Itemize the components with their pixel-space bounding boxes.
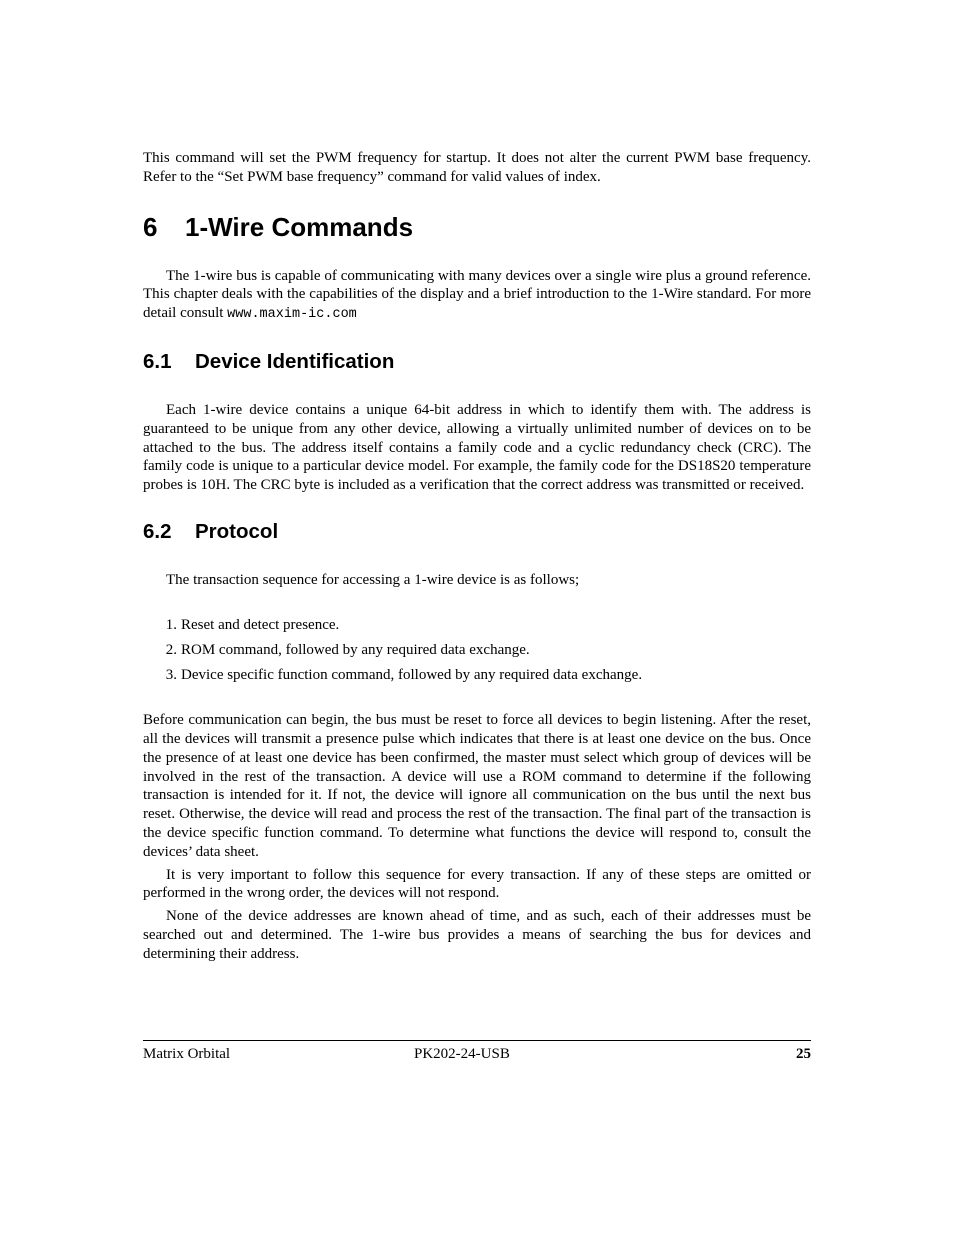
section-number: 6.1 bbox=[143, 349, 172, 373]
paragraph-text: The 1-wire bus is capable of communicating with many devices over a single wire plus a ground reference. This chapter deals with the capabilities of the display and a brief introduction to the 1-Wire standard. For more detail consult bbox=[143, 267, 811, 322]
footer-company: Matrix Orbital bbox=[143, 1046, 231, 1062]
list-item-text: Device specific function command, followed by any required data exchange. bbox=[181, 667, 643, 684]
page-body bbox=[143, 149, 811, 964]
list-item bbox=[143, 641, 811, 660]
intro-paragraph: This command will set the PWM frequency for startup. It does not alter the current PWM base frequency. Refer to the “Set PWM base frequency” command for valid values of index. bbox=[143, 150, 811, 185]
list-item bbox=[143, 666, 811, 685]
footer-product: PK202-24-USB bbox=[414, 1046, 510, 1062]
list-item-number: 1. bbox=[165, 616, 177, 633]
section-6-heading bbox=[143, 211, 811, 243]
protocol-paragraph-2: It is very important to follow this sequence for every transaction. If any of these steps are omitted or performed in the wrong order, the devices will not respond. bbox=[143, 866, 811, 902]
section-number: 6.2 bbox=[143, 519, 172, 543]
list-item-number: 2. bbox=[165, 642, 177, 659]
protocol-paragraph-3: None of the device addresses are known ahead of time, and as such, each of their addresses must be searched out and determined. The 1-wire bus provides a means of searching the bus for devices and determining their address. bbox=[143, 908, 811, 962]
page-number: 25 bbox=[796, 1046, 811, 1062]
section-title: Device Identification bbox=[195, 349, 395, 373]
list-item-number: 3. bbox=[165, 667, 177, 684]
section-6-2-heading bbox=[143, 519, 811, 545]
protocol-paragraph-1: Before communication can begin, the bus must be reset to force all devices to begin listening. After the reset, all the devices will transmit a presence pulse which indicates that there is at least one device on the bus. Once the presence of at least one device has been confirmed, the master must select which group of devices will be involved in the rest of the transaction. A device will use a ROM command to determine if the following transaction is intended for it. If not, the device will ignore all communication on the bus until the next bus reset. Otherwise, the device will read and process the rest of the transaction. The final part of the transaction is the device specific function command. To determine what functions the device will respond to, consult the devices’ data sheet. bbox=[143, 712, 811, 860]
section-6-1-heading bbox=[143, 349, 811, 375]
list-item-text: ROM command, followed by any required data exchange. bbox=[181, 642, 530, 659]
section-number: 6 bbox=[143, 211, 158, 242]
section-title: 1-Wire Commands bbox=[185, 211, 414, 242]
list-item bbox=[143, 616, 811, 635]
device-identification-paragraph: Each 1-wire device contains a unique 64-bit address in which to identify them with. The address is guaranteed to be unique from any other device, allowing a virtually unlimited number of devices on to be attached to the bus. The address itself contains a family code and a cyclic redundancy check (CRC). The family code is unique to a particular device model. For example, the family code for the DS18S20 temperature probes is 10H. The CRC byte is included as a verification that the correct address was transmitted or received. bbox=[143, 401, 811, 494]
maxim-link[interactable]: www.maxim-ic.com bbox=[227, 307, 357, 323]
section-6-paragraph bbox=[143, 267, 811, 325]
page-footer bbox=[143, 1040, 811, 1068]
section-title: Protocol bbox=[195, 519, 279, 543]
transaction-steps-list bbox=[143, 616, 811, 685]
protocol-lead-paragraph: The transaction sequence for accessing a 1-wire device is as follows; bbox=[166, 571, 580, 588]
list-item-text: Reset and detect presence. bbox=[181, 616, 340, 633]
